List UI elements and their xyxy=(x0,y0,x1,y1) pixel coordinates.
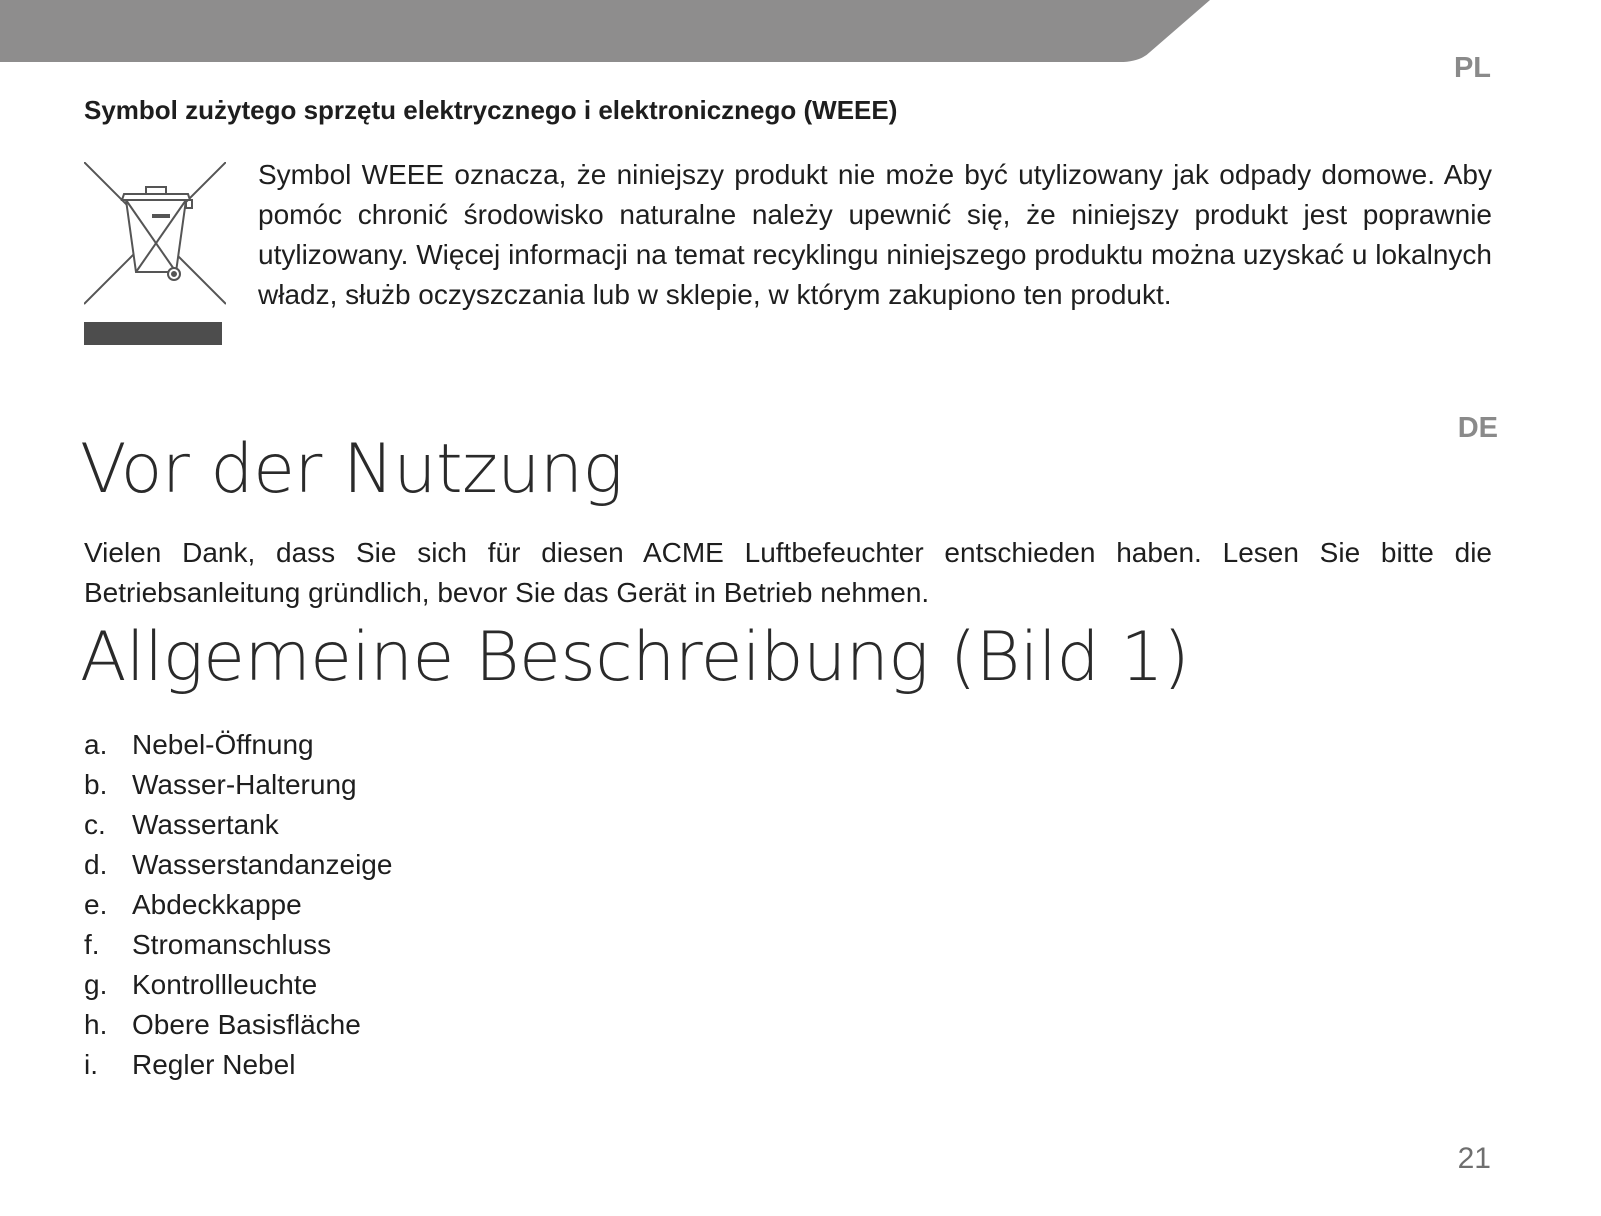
list-item xyxy=(84,805,392,845)
weee-description: Symbol WEEE oznacza, że niniejszy produkt nie może być utylizowany jak odpady domowe. Aby pomóc chronić środowisko naturalne należy upewnić się, że niniejszy produkt jest poprawnie utylizowany. Więcej informacji na temat recyklingu niniejszego produktu można uzyskać u lokalnych władz, służb oczyszczania lub w sklepie, w którym zakupiono ten produkt. xyxy=(258,159,1492,310)
list-marker: i. xyxy=(84,1049,98,1080)
parts-list xyxy=(84,725,392,1085)
list-item xyxy=(84,1005,392,1045)
list-item-label: Wasserstandanzeige xyxy=(132,849,393,880)
list-item-label: Wassertank xyxy=(132,809,279,840)
language-tag-pl: PL xyxy=(1453,52,1491,84)
list-item-label: Wasser-Halterung xyxy=(132,769,357,800)
list-item-label: Stromanschluss xyxy=(132,929,332,960)
list-item xyxy=(84,1045,392,1085)
list-item-label: Regler Nebel xyxy=(132,1049,296,1080)
section-title-vor-der-nutzung: Vor der Nutzung xyxy=(80,430,623,509)
list-marker: g. xyxy=(84,969,108,1000)
intro-paragraph: Vielen Dank, dass Sie sich für diesen ACME Luftbefeuchter entschieden haben. Lesen Sie bitte die Betriebsanleitung gründlich, bevor Sie das Gerät in Betrieb nehmen. xyxy=(84,537,1492,608)
list-item-label: Obere Basisfläche xyxy=(132,1009,361,1040)
list-item xyxy=(84,765,392,805)
list-item xyxy=(84,845,392,885)
language-tag-de: DE xyxy=(1457,412,1498,444)
list-item xyxy=(84,885,392,925)
list-marker: e. xyxy=(84,889,108,920)
list-marker: f. xyxy=(84,929,100,960)
list-marker: a. xyxy=(84,729,108,760)
list-item xyxy=(84,725,392,765)
list-item xyxy=(84,965,392,1005)
header-band xyxy=(0,0,1601,62)
list-item-label: Abdeckkappe xyxy=(132,889,302,920)
list-marker: c. xyxy=(84,809,106,840)
list-item xyxy=(84,925,392,965)
list-marker: h. xyxy=(84,1009,108,1040)
weee-heading: Symbol zużytego sprzętu elektrycznego i elektronicznego (WEEE) xyxy=(84,95,898,125)
list-item-label: Kontrollleuchte xyxy=(132,969,318,1000)
list-marker: b. xyxy=(84,769,108,800)
section-title-allgemeine-beschreibung: Allgemeine Beschreibung (Bild 1) xyxy=(80,618,1190,697)
page-number: 21 xyxy=(1457,1142,1491,1175)
list-item-label: Nebel-Öffnung xyxy=(132,729,314,760)
crossed-out-wheelie-bin-icon xyxy=(84,162,226,352)
list-marker: d. xyxy=(84,849,108,880)
